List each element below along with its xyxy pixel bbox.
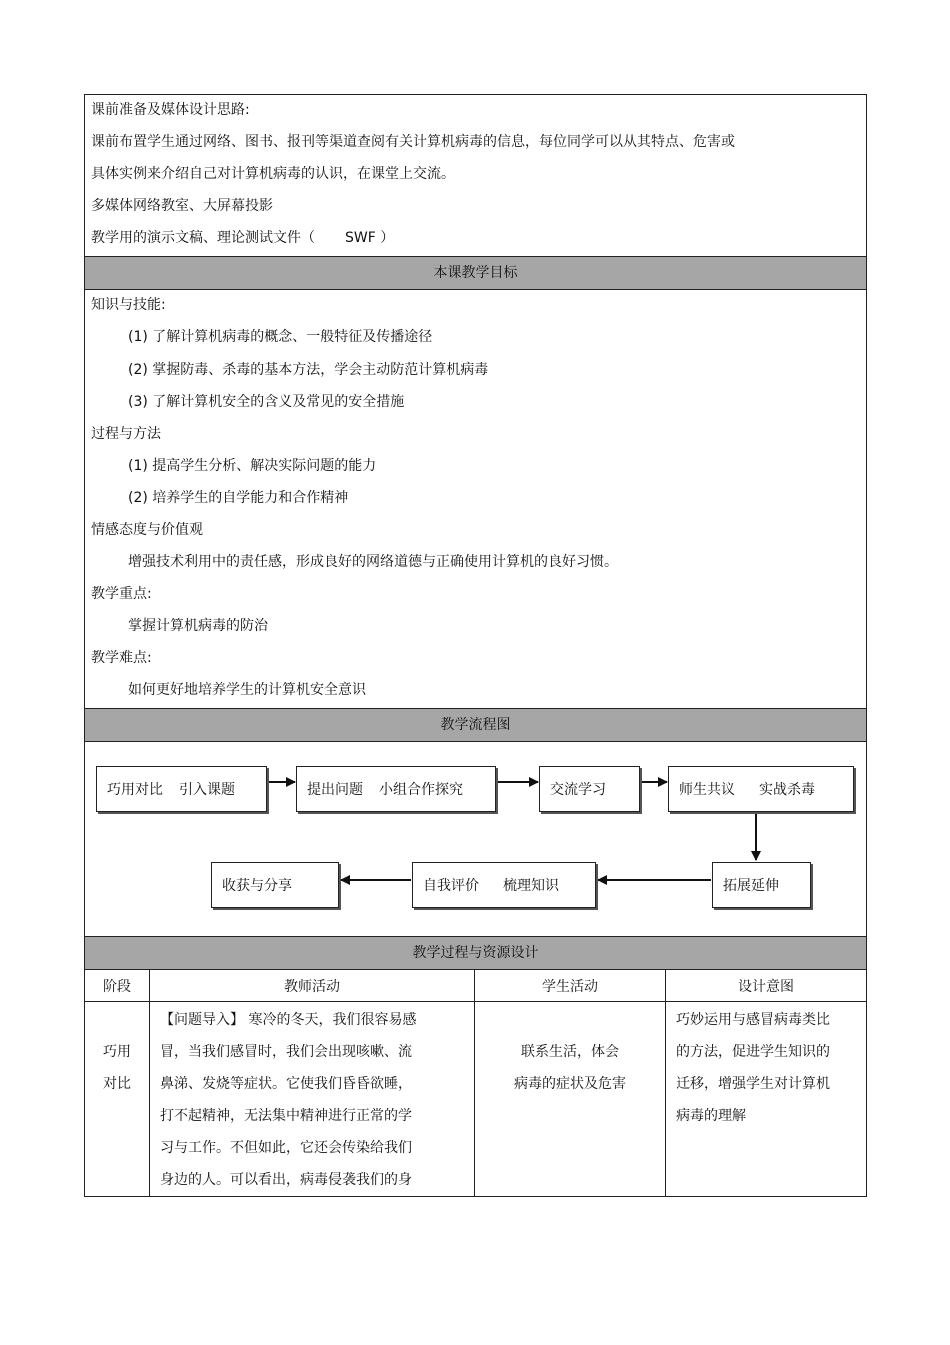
- flow-node-evaluate: [412, 862, 596, 908]
- process-item: (2) 培养学生的自学能力和合作精神: [128, 490, 349, 506]
- flow-node-text: 自我评价: [423, 878, 479, 894]
- flow-node-text: 拓展延伸: [723, 878, 779, 894]
- teacher-text: 鼻涕、发烧等症状。它使我们昏昏欲睡，: [160, 1076, 412, 1092]
- flow-node-intro: [96, 766, 267, 812]
- flow-node-text: 引入课题: [179, 782, 235, 798]
- process-table: [84, 970, 867, 1197]
- key-text: 掌握计算机病毒的防治: [128, 618, 268, 634]
- prep-line-4-swf: SWF ）: [345, 230, 395, 246]
- knowledge-item: (1) 了解计算机病毒的概念、一般特征及传播途径: [128, 329, 433, 345]
- prep-line-2: 具体实例来介绍自己对计算机病毒的认识，在课堂上交流。: [91, 166, 455, 182]
- header-teacher: 教师活动: [150, 970, 475, 1002]
- flow-node-practice: [668, 766, 854, 812]
- flowchart: [84, 742, 867, 937]
- flow-node-text: 小组合作探究: [379, 782, 463, 798]
- knowledge-item: (2) 掌握防毒、杀毒的基本方法，学会主动防范计算机病毒: [128, 362, 489, 378]
- prep-section: [84, 94, 867, 257]
- process-table-title: 教学过程与资源设计: [84, 937, 867, 970]
- stage-text: 对比: [103, 1076, 131, 1092]
- flow-node-text: 交流学习: [550, 782, 606, 798]
- flow-node-text: 实战杀毒: [759, 782, 815, 798]
- header-student: 学生活动: [475, 970, 666, 1002]
- teacher-text: 身边的人。可以看出，病毒侵袭我们的身: [160, 1172, 412, 1188]
- flow-node-inquiry: [296, 766, 496, 812]
- flow-node-exchange: [539, 766, 640, 812]
- prep-heading: 课前准备及媒体设计思路:: [91, 102, 250, 118]
- flow-node-share: [211, 862, 339, 908]
- teacher-text: 【问题导入】 寒冷的冬天，我们很容易感: [160, 1012, 417, 1028]
- flow-title: 教学流程图: [84, 709, 867, 742]
- prep-line-3: 多媒体网络教室、大屏幕投影: [91, 198, 273, 214]
- student-cell: [475, 1002, 666, 1197]
- process-heading: 过程与方法: [91, 426, 161, 442]
- flow-node-text: 梳理知识: [503, 878, 559, 894]
- difficult-heading: 教学难点:: [91, 650, 152, 666]
- flow-node-text: 巧用对比: [107, 782, 163, 798]
- prep-line-4: [91, 228, 394, 248]
- flow-node-text: 师生共议: [679, 782, 735, 798]
- table-header-row: [85, 970, 867, 1002]
- lesson-plan-page: [84, 94, 867, 1197]
- flow-node-extend: [712, 862, 811, 908]
- intent-text: 迁移，增强学生对计算机: [676, 1076, 830, 1092]
- emotion-text: 增强技术利用中的责任感，形成良好的网络道德与正确使用计算机的良好习惯。: [128, 554, 618, 570]
- prep-line-4-text: 教学用的演示文稿、理论测试文件（: [91, 230, 315, 246]
- teacher-cell: [150, 1002, 475, 1197]
- teacher-text: 习与工作。不但如此，它还会传染给我们: [160, 1140, 412, 1156]
- header-stage: 阶段: [85, 970, 150, 1002]
- intent-text: 巧妙运用与感冒病毒类比: [676, 1012, 830, 1028]
- table-row: [85, 1002, 867, 1197]
- knowledge-heading: 知识与技能:: [91, 297, 166, 313]
- flow-node-text: 收获与分享: [222, 878, 292, 894]
- difficult-text: 如何更好地培养学生的计算机安全意识: [128, 682, 366, 698]
- teacher-text: 冒，当我们感冒时，我们会出现咳嗽、流: [160, 1044, 412, 1060]
- key-heading: 教学重点:: [91, 586, 152, 602]
- student-text: 联系生活，体会: [521, 1044, 619, 1060]
- knowledge-item: (3) 了解计算机安全的含义及常见的安全措施: [128, 394, 405, 410]
- emotion-heading: 情感态度与价值观: [91, 522, 203, 538]
- stage-text: 巧用: [103, 1044, 131, 1060]
- teacher-text: 打不起精神，无法集中精神进行正常的学: [160, 1108, 412, 1124]
- intent-text: 病毒的理解: [676, 1108, 746, 1124]
- prep-line-1: 课前布置学生通过网络、图书、报刊等渠道查阅有关计算机病毒的信息，每位同学可以从其特点、危害或: [91, 134, 735, 150]
- student-text: 病毒的症状及危害: [514, 1076, 626, 1092]
- intent-text: 的方法，促进学生知识的: [676, 1044, 830, 1060]
- process-item: (1) 提高学生分析、解决实际问题的能力: [128, 458, 377, 474]
- goals-title: 本课教学目标: [84, 257, 867, 290]
- stage-cell: [85, 1002, 150, 1197]
- intent-cell: [666, 1002, 867, 1197]
- header-intent: 设计意图: [666, 970, 867, 1002]
- goals-section: [84, 290, 867, 709]
- flow-node-text: 提出问题: [307, 782, 363, 798]
